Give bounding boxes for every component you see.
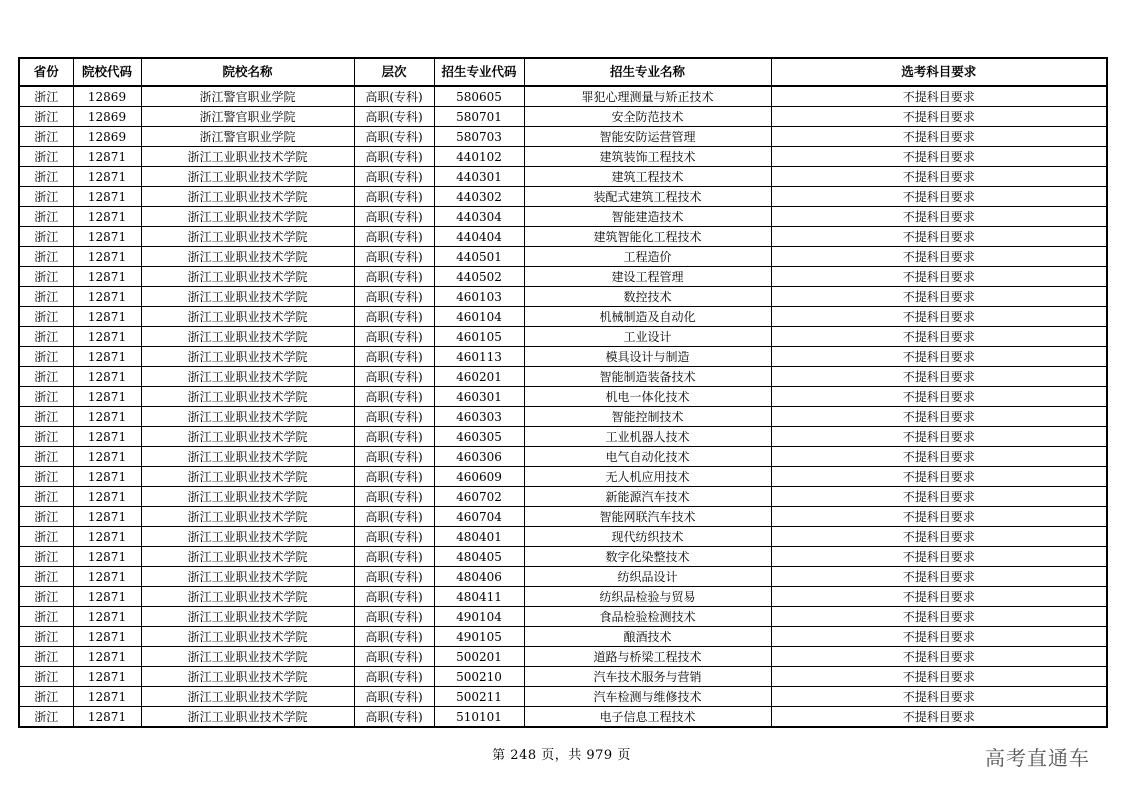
cell-subject-requirement: 不提科目要求: [771, 527, 1107, 547]
cell-school-code: 12871: [73, 387, 141, 407]
cell-province: 浙江: [19, 527, 73, 547]
cell-level: 高职(专科): [354, 327, 434, 347]
header-subject-requirement: 选考科目要求: [771, 58, 1107, 86]
cell-school-code: 12871: [73, 227, 141, 247]
cell-province: 浙江: [19, 427, 73, 447]
header-major-code: 招生专业代码: [434, 58, 524, 86]
cell-school-name: 浙江工业职业技术学院: [141, 307, 354, 327]
cell-level: 高职(专科): [354, 247, 434, 267]
cell-subject-requirement: 不提科目要求: [771, 86, 1107, 107]
cell-province: 浙江: [19, 127, 73, 147]
cell-province: 浙江: [19, 487, 73, 507]
cell-major-code: 580703: [434, 127, 524, 147]
cell-level: 高职(专科): [354, 707, 434, 728]
cell-school-name: 浙江工业职业技术学院: [141, 207, 354, 227]
cell-level: 高职(专科): [354, 227, 434, 247]
cell-subject-requirement: 不提科目要求: [771, 447, 1107, 467]
cell-major-name: 数字化染整技术: [524, 547, 771, 567]
cell-major-name: 工业机器人技术: [524, 427, 771, 447]
cell-subject-requirement: 不提科目要求: [771, 207, 1107, 227]
cell-subject-requirement: 不提科目要求: [771, 187, 1107, 207]
cell-school-name: 浙江工业职业技术学院: [141, 447, 354, 467]
cell-province: 浙江: [19, 167, 73, 187]
cell-school-name: 浙江工业职业技术学院: [141, 647, 354, 667]
table-row: [19, 367, 1107, 387]
cell-level: 高职(专科): [354, 587, 434, 607]
cell-major-name: 机械制造及自动化: [524, 307, 771, 327]
cell-school-code: 12871: [73, 247, 141, 267]
table-row: [19, 127, 1107, 147]
table-row: [19, 167, 1107, 187]
cell-level: 高职(专科): [354, 507, 434, 527]
cell-subject-requirement: 不提科目要求: [771, 307, 1107, 327]
table-row: [19, 247, 1107, 267]
cell-subject-requirement: 不提科目要求: [771, 367, 1107, 387]
cell-school-name: 浙江工业职业技术学院: [141, 667, 354, 687]
cell-major-name: 纺织品检验与贸易: [524, 587, 771, 607]
cell-level: 高职(专科): [354, 407, 434, 427]
cell-province: 浙江: [19, 347, 73, 367]
cell-level: 高职(专科): [354, 627, 434, 647]
cell-province: 浙江: [19, 407, 73, 427]
cell-province: 浙江: [19, 627, 73, 647]
cell-major-code: 460104: [434, 307, 524, 327]
cell-province: 浙江: [19, 387, 73, 407]
cell-school-code: 12871: [73, 667, 141, 687]
cell-province: 浙江: [19, 86, 73, 107]
cell-school-name: 浙江工业职业技术学院: [141, 227, 354, 247]
cell-major-code: 440404: [434, 227, 524, 247]
cell-major-code: 480401: [434, 527, 524, 547]
header-level: 层次: [354, 58, 434, 86]
table-row: [19, 86, 1107, 107]
cell-province: 浙江: [19, 367, 73, 387]
cell-major-name: 食品检验检测技术: [524, 607, 771, 627]
cell-major-name: 现代纺织技术: [524, 527, 771, 547]
cell-level: 高职(专科): [354, 367, 434, 387]
cell-subject-requirement: 不提科目要求: [771, 327, 1107, 347]
cell-subject-requirement: 不提科目要求: [771, 427, 1107, 447]
cell-major-code: 460103: [434, 287, 524, 307]
cell-level: 高职(专科): [354, 527, 434, 547]
cell-province: 浙江: [19, 187, 73, 207]
cell-major-code: 460609: [434, 467, 524, 487]
cell-school-name: 浙江工业职业技术学院: [141, 527, 354, 547]
cell-major-name: 无人机应用技术: [524, 467, 771, 487]
cell-school-name: 浙江工业职业技术学院: [141, 187, 354, 207]
cell-major-code: 580605: [434, 86, 524, 107]
cell-school-code: 12871: [73, 327, 141, 347]
cell-province: 浙江: [19, 567, 73, 587]
cell-major-name: 机电一体化技术: [524, 387, 771, 407]
cell-province: 浙江: [19, 307, 73, 327]
cell-school-name: 浙江工业职业技术学院: [141, 687, 354, 707]
cell-subject-requirement: 不提科目要求: [771, 667, 1107, 687]
cell-level: 高职(专科): [354, 607, 434, 627]
cell-school-name: 浙江警官职业学院: [141, 86, 354, 107]
table-row: [19, 507, 1107, 527]
cell-major-code: 460301: [434, 387, 524, 407]
table-row: [19, 427, 1107, 447]
cell-school-code: 12871: [73, 427, 141, 447]
cell-province: 浙江: [19, 147, 73, 167]
cell-subject-requirement: 不提科目要求: [771, 507, 1107, 527]
cell-major-code: 460201: [434, 367, 524, 387]
cell-school-name: 浙江工业职业技术学院: [141, 587, 354, 607]
cell-subject-requirement: 不提科目要求: [771, 567, 1107, 587]
cell-province: 浙江: [19, 327, 73, 347]
cell-school-code: 12869: [73, 127, 141, 147]
cell-major-name: 电子信息工程技术: [524, 707, 771, 728]
cell-level: 高职(专科): [354, 147, 434, 167]
table-row: [19, 187, 1107, 207]
cell-major-name: 数控技术: [524, 287, 771, 307]
cell-major-code: 460306: [434, 447, 524, 467]
cell-province: 浙江: [19, 707, 73, 728]
cell-major-code: 500211: [434, 687, 524, 707]
cell-province: 浙江: [19, 667, 73, 687]
cell-school-code: 12871: [73, 547, 141, 567]
table-row: [19, 287, 1107, 307]
cell-major-name: 智能建造技术: [524, 207, 771, 227]
table-row: [19, 327, 1107, 347]
cell-school-code: 12871: [73, 287, 141, 307]
cell-school-name: 浙江工业职业技术学院: [141, 427, 354, 447]
cell-major-name: 建筑工程技术: [524, 167, 771, 187]
cell-school-code: 12871: [73, 687, 141, 707]
cell-province: 浙江: [19, 227, 73, 247]
header-major-name: 招生专业名称: [524, 58, 771, 86]
cell-major-name: 建筑智能化工程技术: [524, 227, 771, 247]
cell-major-code: 480411: [434, 587, 524, 607]
cell-major-code: 440501: [434, 247, 524, 267]
cell-subject-requirement: 不提科目要求: [771, 227, 1107, 247]
cell-major-name: 工程造价: [524, 247, 771, 267]
cell-level: 高职(专科): [354, 287, 434, 307]
table-row: [19, 107, 1107, 127]
cell-province: 浙江: [19, 647, 73, 667]
cell-school-name: 浙江工业职业技术学院: [141, 267, 354, 287]
table-row: [19, 547, 1107, 567]
cell-school-name: 浙江工业职业技术学院: [141, 347, 354, 367]
cell-school-code: 12871: [73, 507, 141, 527]
table-row: [19, 647, 1107, 667]
cell-school-code: 12871: [73, 527, 141, 547]
cell-school-name: 浙江工业职业技术学院: [141, 167, 354, 187]
page-number: 第 248 页，共 979 页: [492, 748, 631, 763]
cell-school-name: 浙江警官职业学院: [141, 127, 354, 147]
cell-province: 浙江: [19, 467, 73, 487]
cell-school-name: 浙江警官职业学院: [141, 107, 354, 127]
cell-subject-requirement: 不提科目要求: [771, 627, 1107, 647]
cell-major-code: 500201: [434, 647, 524, 667]
cell-school-name: 浙江工业职业技术学院: [141, 327, 354, 347]
cell-school-name: 浙江工业职业技术学院: [141, 247, 354, 267]
cell-major-code: 480406: [434, 567, 524, 587]
cell-school-code: 12871: [73, 347, 141, 367]
cell-province: 浙江: [19, 247, 73, 267]
cell-school-name: 浙江工业职业技术学院: [141, 607, 354, 627]
cell-subject-requirement: 不提科目要求: [771, 647, 1107, 667]
cell-major-code: 440502: [434, 267, 524, 287]
table-row: [19, 687, 1107, 707]
cell-level: 高职(专科): [354, 187, 434, 207]
cell-major-name: 纺织品设计: [524, 567, 771, 587]
cell-school-name: 浙江工业职业技术学院: [141, 487, 354, 507]
cell-subject-requirement: 不提科目要求: [771, 607, 1107, 627]
cell-school-name: 浙江工业职业技术学院: [141, 147, 354, 167]
cell-level: 高职(专科): [354, 567, 434, 587]
cell-major-name: 新能源汽车技术: [524, 487, 771, 507]
table-row: [19, 447, 1107, 467]
cell-major-code: 510101: [434, 707, 524, 728]
cell-major-code: 460702: [434, 487, 524, 507]
cell-level: 高职(专科): [354, 347, 434, 367]
cell-school-code: 12871: [73, 707, 141, 728]
cell-major-code: 460704: [434, 507, 524, 527]
cell-level: 高职(专科): [354, 427, 434, 447]
header-school-name: 院校名称: [141, 58, 354, 86]
cell-major-name: 电气自动化技术: [524, 447, 771, 467]
cell-major-name: 罪犯心理测量与矫正技术: [524, 86, 771, 107]
cell-level: 高职(专科): [354, 667, 434, 687]
cell-province: 浙江: [19, 207, 73, 227]
cell-school-code: 12871: [73, 647, 141, 667]
table-row: [19, 627, 1107, 647]
cell-major-code: 500210: [434, 667, 524, 687]
cell-major-code: 460305: [434, 427, 524, 447]
cell-school-code: 12871: [73, 187, 141, 207]
cell-province: 浙江: [19, 267, 73, 287]
header-school-code: 院校代码: [73, 58, 141, 86]
cell-major-code: 460113: [434, 347, 524, 367]
cell-major-name: 模具设计与制造: [524, 347, 771, 367]
cell-school-name: 浙江工业职业技术学院: [141, 567, 354, 587]
cell-school-code: 12871: [73, 627, 141, 647]
cell-major-name: 智能制造装备技术: [524, 367, 771, 387]
cell-school-name: 浙江工业职业技术学院: [141, 407, 354, 427]
cell-province: 浙江: [19, 687, 73, 707]
header-row: [19, 58, 1107, 86]
cell-subject-requirement: 不提科目要求: [771, 247, 1107, 267]
cell-major-name: 建设工程管理: [524, 267, 771, 287]
table-row: [19, 227, 1107, 247]
cell-major-code: 580701: [434, 107, 524, 127]
cell-level: 高职(专科): [354, 107, 434, 127]
cell-school-code: 12871: [73, 587, 141, 607]
cell-school-name: 浙江工业职业技术学院: [141, 367, 354, 387]
cell-major-name: 智能网联汽车技术: [524, 507, 771, 527]
cell-school-code: 12869: [73, 86, 141, 107]
admissions-table: [18, 57, 1108, 728]
cell-major-code: 460105: [434, 327, 524, 347]
cell-school-name: 浙江工业职业技术学院: [141, 387, 354, 407]
table-row: [19, 487, 1107, 507]
cell-school-name: 浙江工业职业技术学院: [141, 507, 354, 527]
table-body: [19, 86, 1107, 727]
cell-subject-requirement: 不提科目要求: [771, 587, 1107, 607]
table-row: [19, 387, 1107, 407]
cell-school-name: 浙江工业职业技术学院: [141, 467, 354, 487]
cell-major-code: 440304: [434, 207, 524, 227]
cell-school-code: 12871: [73, 607, 141, 627]
cell-level: 高职(专科): [354, 487, 434, 507]
cell-school-code: 12871: [73, 407, 141, 427]
cell-subject-requirement: 不提科目要求: [771, 347, 1107, 367]
cell-major-name: 智能控制技术: [524, 407, 771, 427]
table-row: [19, 707, 1107, 728]
table-row: [19, 667, 1107, 687]
cell-major-name: 工业设计: [524, 327, 771, 347]
cell-major-code: 460303: [434, 407, 524, 427]
cell-subject-requirement: 不提科目要求: [771, 487, 1107, 507]
cell-major-name: 酿酒技术: [524, 627, 771, 647]
cell-province: 浙江: [19, 107, 73, 127]
cell-subject-requirement: 不提科目要求: [771, 267, 1107, 287]
cell-province: 浙江: [19, 507, 73, 527]
cell-subject-requirement: 不提科目要求: [771, 107, 1107, 127]
cell-subject-requirement: 不提科目要求: [771, 167, 1107, 187]
cell-level: 高职(专科): [354, 86, 434, 107]
table-header: [19, 58, 1107, 86]
cell-major-code: 440102: [434, 147, 524, 167]
cell-subject-requirement: 不提科目要求: [771, 687, 1107, 707]
cell-subject-requirement: 不提科目要求: [771, 147, 1107, 167]
cell-level: 高职(专科): [354, 387, 434, 407]
cell-school-code: 12871: [73, 447, 141, 467]
cell-school-code: 12871: [73, 367, 141, 387]
cell-subject-requirement: 不提科目要求: [771, 387, 1107, 407]
cell-school-code: 12871: [73, 487, 141, 507]
cell-subject-requirement: 不提科目要求: [771, 407, 1107, 427]
cell-province: 浙江: [19, 607, 73, 627]
cell-level: 高职(专科): [354, 307, 434, 327]
header-province: 省份: [19, 58, 73, 86]
table-row: [19, 347, 1107, 367]
cell-school-name: 浙江工业职业技术学院: [141, 707, 354, 728]
cell-province: 浙江: [19, 587, 73, 607]
cell-major-code: 490105: [434, 627, 524, 647]
cell-level: 高职(专科): [354, 167, 434, 187]
table-row: [19, 307, 1107, 327]
cell-school-code: 12871: [73, 207, 141, 227]
cell-major-name: 汽车检测与维修技术: [524, 687, 771, 707]
cell-school-code: 12871: [73, 467, 141, 487]
cell-major-code: 440301: [434, 167, 524, 187]
table-row: [19, 567, 1107, 587]
cell-level: 高职(专科): [354, 547, 434, 567]
cell-school-code: 12869: [73, 107, 141, 127]
table-row: [19, 207, 1107, 227]
cell-province: 浙江: [19, 287, 73, 307]
cell-level: 高职(专科): [354, 467, 434, 487]
cell-subject-requirement: 不提科目要求: [771, 467, 1107, 487]
cell-level: 高职(专科): [354, 207, 434, 227]
table-row: [19, 587, 1107, 607]
cell-school-name: 浙江工业职业技术学院: [141, 547, 354, 567]
table-row: [19, 407, 1107, 427]
cell-school-name: 浙江工业职业技术学院: [141, 627, 354, 647]
cell-school-code: 12871: [73, 147, 141, 167]
cell-level: 高职(专科): [354, 127, 434, 147]
cell-major-name: 安全防范技术: [524, 107, 771, 127]
cell-level: 高职(专科): [354, 447, 434, 467]
cell-subject-requirement: 不提科目要求: [771, 287, 1107, 307]
cell-major-name: 装配式建筑工程技术: [524, 187, 771, 207]
cell-level: 高职(专科): [354, 267, 434, 287]
table-row: [19, 527, 1107, 547]
table-row: [19, 147, 1107, 167]
cell-school-code: 12871: [73, 307, 141, 327]
cell-province: 浙江: [19, 447, 73, 467]
cell-subject-requirement: 不提科目要求: [771, 547, 1107, 567]
cell-school-code: 12871: [73, 267, 141, 287]
cell-major-name: 汽车技术服务与营销: [524, 667, 771, 687]
table-row: [19, 607, 1107, 627]
cell-major-name: 智能安防运营管理: [524, 127, 771, 147]
cell-subject-requirement: 不提科目要求: [771, 127, 1107, 147]
cell-major-name: 建筑装饰工程技术: [524, 147, 771, 167]
cell-major-code: 490104: [434, 607, 524, 627]
cell-level: 高职(专科): [354, 647, 434, 667]
cell-school-code: 12871: [73, 567, 141, 587]
watermark-logo: 高考直通车: [985, 746, 1090, 770]
cell-major-name: 道路与桥梁工程技术: [524, 647, 771, 667]
cell-level: 高职(专科): [354, 687, 434, 707]
cell-school-code: 12871: [73, 167, 141, 187]
cell-major-code: 440302: [434, 187, 524, 207]
cell-province: 浙江: [19, 547, 73, 567]
cell-school-name: 浙江工业职业技术学院: [141, 287, 354, 307]
cell-subject-requirement: 不提科目要求: [771, 707, 1107, 728]
table-row: [19, 467, 1107, 487]
cell-major-code: 480405: [434, 547, 524, 567]
table-row: [19, 267, 1107, 287]
